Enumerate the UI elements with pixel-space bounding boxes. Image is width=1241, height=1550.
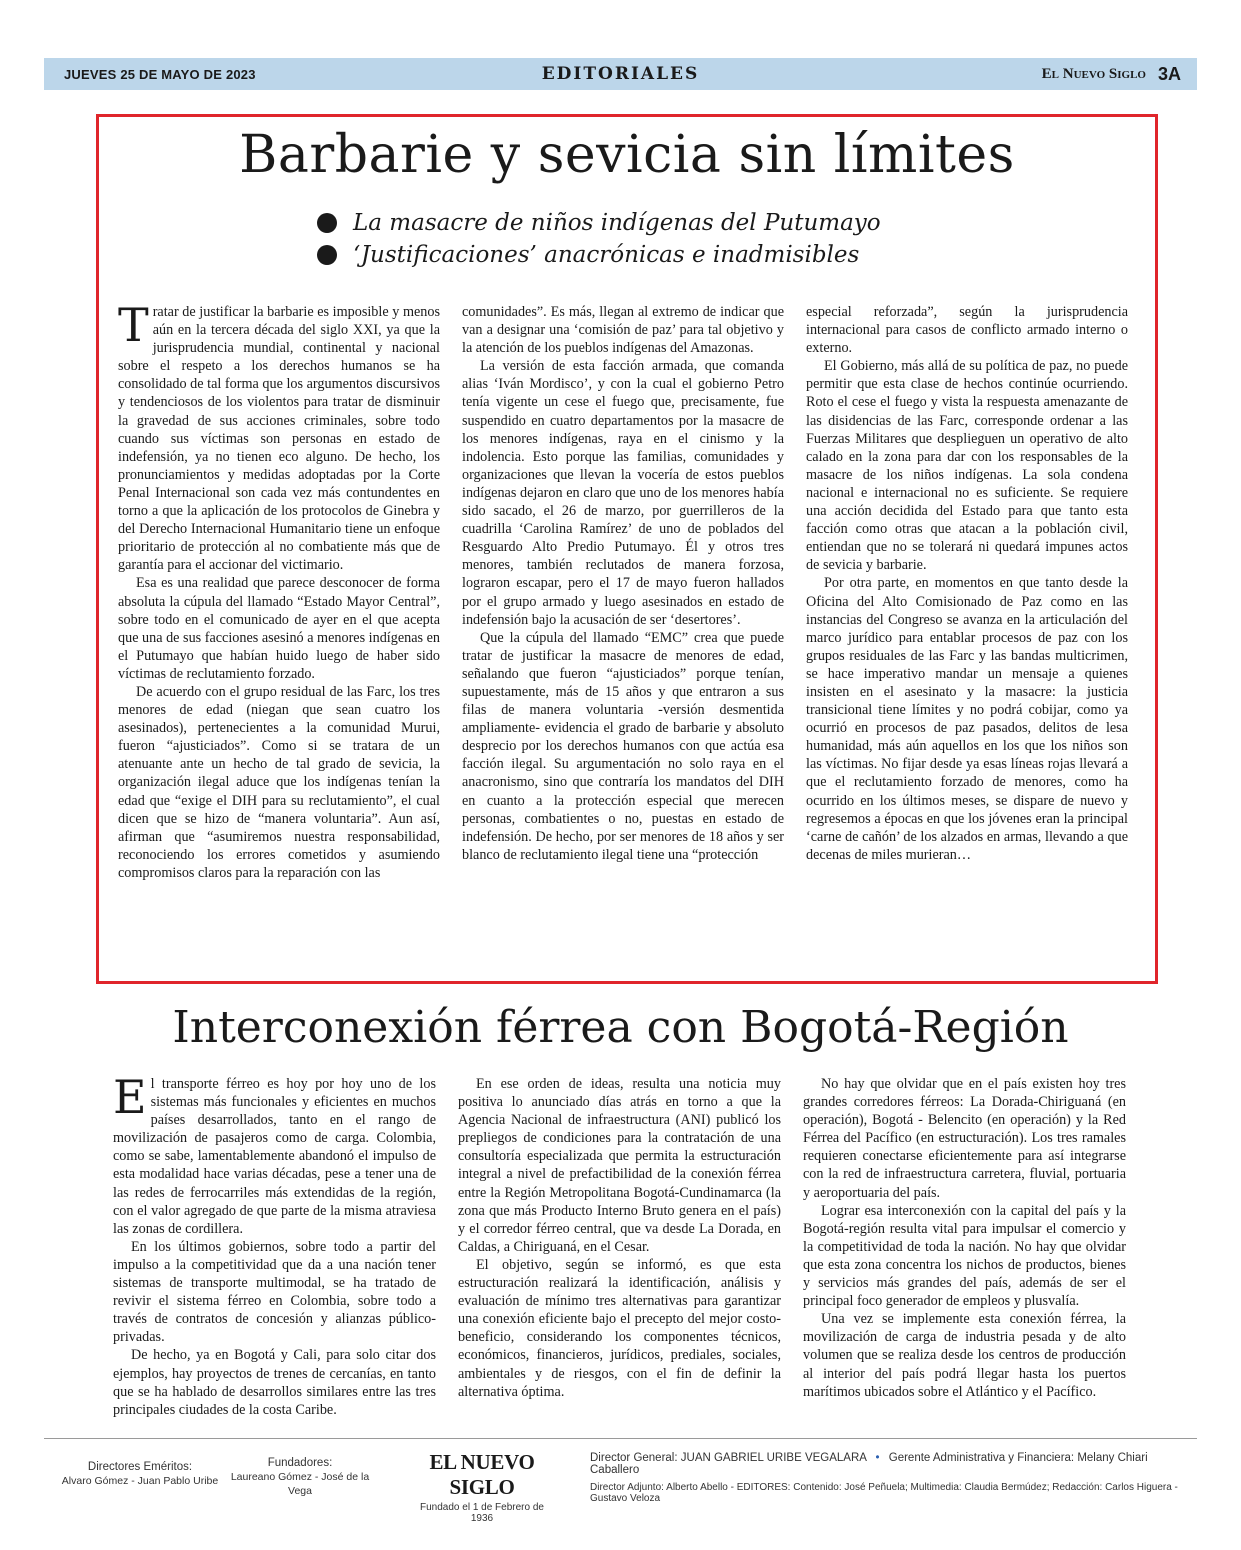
editorial-second-title: Interconexión férrea con Bogotá-Región: [172, 1002, 1069, 1053]
fundadores-names: Laureano Gómez - José de la Vega: [230, 1471, 370, 1497]
masthead-footer: [0, 1448, 1241, 1524]
page-number: 3A: [1157, 63, 1181, 84]
header-section: EDITORIALES: [541, 64, 700, 84]
column-2: [458, 1075, 781, 1419]
page-header: [44, 58, 1197, 90]
header-date: JUEVES 25 DE MAYO DE 2023: [64, 66, 256, 82]
separator-dot-icon: •: [875, 1452, 880, 1464]
column-1: [113, 1070, 436, 1419]
editorial-main-subheads: [317, 207, 881, 271]
editorial-main-body: [118, 298, 1128, 882]
gerente-name: Melany Chiari Caballero: [590, 1452, 1148, 1476]
subhead-text: ‘Justificaciones’ anacrónicas e inadmisibles: [353, 242, 860, 268]
column-1: [118, 298, 440, 882]
staff-line-2: Director Adjunto: Alberto Abello - EDITORES: Contenido: José Peñuela; Multimedia: Claudia Bermúdez; Redacción: Carlos Higuera - Gustavo Veloza: [590, 1482, 1178, 1504]
footer-logo: [412, 1450, 552, 1524]
director-general-label: Director General:: [590, 1452, 678, 1464]
drop-cap: E: [113, 1070, 147, 1124]
paragraph: Lograr esa interconexión con la capital del país y la Bogotá-región resulta vital para impulsar el comercio y la competitividad de toda la nación. No hay que olvidar que esta zona concentra los nichos de productos, bienes y servicios más grandes del país, además de ser el principal foco generador de empleos y plusvalía.: [803, 1202, 1126, 1310]
directores-block: [60, 1460, 220, 1488]
editorial-second-body: [113, 1070, 1126, 1419]
gerente-label: Gerente Administrativa y Financiera:: [888, 1452, 1075, 1464]
logo-text: EL NUEVO SIGLO: [429, 1450, 535, 1499]
staff-credits: [590, 1452, 1190, 1504]
column-2: [462, 303, 784, 882]
paragraph: Por otra parte, en momentos en que tanto desde la Oficina del Alto Comisionado de Paz como en las instancias del Congreso se avanza en la articulación del marco jurídico para entablar procesos de paz con los grupos residuales de las Farc y las bandas multicrimen, se hace imperativo mandar un mensaje a quienes insisten en el asesinato y la masacre: la justicia transicional tiene límites y no podrá cobijar, como ya ocurrió en procesos de paz pasados, delitos de lesa humanidad, más aún aquellos en los que los niños son las víctimas. No fijar desde ya esas líneas rojas llevará a que el reclutamiento forzado de menores, como ha ocurrido en los últimos meses, se dispare de nuevo y regresemos a épocas en que los jóvenes eran la principal ‘carne de cañón’ de los alzados en armas, llevando a que decenas de miles murieran…: [806, 575, 1128, 863]
staff-line-1: [590, 1452, 1190, 1476]
fundadores-title: Fundadores:: [267, 1457, 333, 1469]
fundadores-block: [220, 1456, 380, 1498]
editorial-main-title: Barbarie y sevicia sin límites: [239, 125, 1015, 185]
drop-cap: T: [118, 298, 149, 352]
founded-date: Fundado el 1 de Febrero de 1936: [420, 1502, 544, 1524]
header-right: [1042, 64, 1181, 85]
column-3: [803, 1075, 1126, 1419]
editorial-main: [96, 114, 1158, 984]
bullet-icon: [317, 213, 337, 233]
paragraph: El objetivo, según se informó, es que esta estructuración realizará la identificación, análisis y evaluación de mínimo tres alternativas para garantizar una conexión eficiente bajo el precepto del mejor costo- beneficio, considerando los componentes técnicos, económicos, financieros, jurídicos, prediales, sociales, ambientales y de riesgos, con el fin de definir la alternativa óptima.: [458, 1256, 781, 1400]
paragraph: [113, 1070, 436, 1238]
paragraph: Que la cúpula del llamado “EMC” crea que puede tratar de justificar la masacre de menores de edad, señalando que fueron “ajusticiados” porque tenían, supuestamente, más de 15 años y que entraron a sus filas de manera voluntaria -versión desmentida ampliamente- evidencia el grado de barbarie y absoluto desprecio por los derechos humanos con que actúa esa facción ilegal. Su argumentación no solo raya en el anacronismo, sino que contraría los mandatos del DIH en cuanto a la protección especial que merecen personas, combatientes o no, puestas en estado de indefensión. De hecho, por ser menores de 18 años y ser blanco de reclutamiento ilegal tiene una “protección: [462, 629, 784, 863]
directores-names: Alvaro Gómez - Juan Pablo Uribe: [61, 1475, 219, 1487]
director-general-name: JUAN GABRIEL URIBE VEGALARA: [680, 1452, 867, 1464]
paragraph: En los últimos gobiernos, sobre todo a partir del impulso a la competitividad que da a una nación tener sistemas de transporte multimodal, se ha tratado de revivir el sistema férreo en Colombia, sobre todo a través de contratos de concesión y alianzas público- privadas.: [113, 1238, 436, 1346]
paragraph: especial reforzada”, según la jurisprudencia internacional para casos de conflicto armado interno o externo.: [806, 304, 1128, 357]
subhead-1: [317, 207, 881, 239]
paragraph: No hay que olvidar que en el país existen hoy tres grandes corredores férreos: La Dorada-Chiriguaná (en operación), Bogotá - Belencito (en operación) y la Red Férrea del Pacífico (en estructuración). Los tres ramales requieren conectarse eficientemente para así integrarse con la red de infraestructura carretera, fluvial, portuaria y aeroportuaria del país.: [803, 1076, 1126, 1201]
paragraph-text: ratar de justificar la barbarie es imposible y menos aún en la tercera década del siglo XXI, ya que la jurisprudencia mundial, continental y nacional sobre el respeto a los derechos humanos se ha consolidado de tal forma que los argumentos discursivos y tendenciosos de los violentos para tratar de disminuir la gravedad de sus acciones criminales, sobre todo cuando sus víctimas son personas en estado de indefensión, ya no tienen eco alguno. De hecho, los pronunciamientos y medidas adoptadas por la Corte Penal Internacional son cada vez más contundentes en torno a que la aplicación de los protocolos de Ginebra y del Derecho Internacional Humanitario tiene un enfoque prioritario de protección al no combatiente más que de garantía para el accionar del victimario.: [118, 304, 440, 574]
column-3: [806, 303, 1128, 882]
paragraph: De hecho, ya en Bogotá y Cali, para solo citar dos ejemplos, hay proyectos de trenes de cercanías, en tanto que se ha hablado de desarrollos similares entre las tres principales ciudades de la costa Caribe.: [113, 1347, 436, 1418]
subhead-2: [317, 239, 881, 271]
footer-divider: [44, 1438, 1197, 1439]
paragraph: Esa es una realidad que parece desconocer de forma absoluta la cúpula del llamado “Estado Mayor Central”, sobre todo en el comunicado de ayer en el que acepta que una de sus facciones asesinó a menores indígenas en el Putumayo que habían huido luego de haber sido víctimas de reclutamiento forzado.: [118, 575, 440, 682]
paragraph: De acuerdo con el grupo residual de las Farc, los tres menores de edad (niegan que sean cuatro los asesinados), pertenecientes a la comunidad Murui, fueron “ajusticiados”. Como si se tratara de un atenuante ante un hecho de tal grado de sevicia, la organización ilegal aduce que los indígenas tenían la edad que “exige el DIH para su reclutamiento”, el cual dicen que se hizo de “manera voluntaria”. Aun así, afirman que “asumiremos nuestra responsabilidad, reconociendo los errores cometidos y asumiendo compromisos claros para la reparación con las: [118, 683, 440, 881]
header-brand: El Nuevo Siglo: [1041, 65, 1146, 82]
paragraph: La versión de esta facción armada, que comanda alias ‘Iván Mordisco’, y con la cual el gobierno Petro tenía vigente un cese el fuego que, precisamente, fue suspendido en cuatro departamentos por la masacre de los menores indígenas, raya en el cinismo y la indolencia. Esto porque las familias, comunidades y organizaciones que llevan la vocería de estos pueblos indígenas dejaron en claro que uno de los menores había sido sacado, el 26 de marzo, por guerrilleros de la cuadrilla ‘Carolina Ramírez’ de uno de poblados del Resguardo Alto Predio Putumayo. Él y otros tres menores, también reclutados de manera forzosa, lograron escapar, pero el 17 de mayo fueron hallados por el grupo armado y luego asesinados en estado de indefensión bajo la acusación de ser ‘desertores’.: [462, 358, 784, 628]
paragraph: [118, 298, 440, 574]
bullet-icon: [317, 245, 337, 265]
paragraph: En ese orden de ideas, resulta una noticia muy positiva lo anunciado días atrás en torno a que la Agencia Nacional de infraestructura (ANI) publicó los prepliegos de condiciones para la contratación de una consultoría especializada que permita la estructuración integral a nivel de prefactibilidad de la conexión férrea entre la Región Metropolitana Bogotá-Cundinamarca (la zona que más Producto Interno Bruto genera en el país) y el corredor férreo central, que va desde La Dorada, en Caldas, a Chiriguaná, en el Cesar.: [458, 1076, 781, 1255]
paragraph: El Gobierno, más allá de su política de paz, no puede permitir que esta clase de hechos continúe ocurriendo. Roto el cese el fuego y vista la respuesta amenazante de las disidencias de las Farc, corresponde ordenar a las Fuerzas Militares que desplieguen un operativo de alto calado en la zona para dar con los responsables de la masacre de los niños indígenas. La sola condena nacional e internacional no es suficiente. Se requiere una acción decidida del Estado para que tanto esta facción como otras que atacan a la población civil, entiendan que no se tolerará ni quedará impunes actos de sevicia y barbarie.: [806, 358, 1128, 574]
directores-title: Directores Eméritos:: [87, 1461, 193, 1473]
paragraph: Una vez se implemente esta conexión férrea, la movilización de carga de industria pesada y de alto volumen que se realiza desde los centros de producción al interior del país podrá llegar hasta los puertos marítimos ubicados sobre el Atlántico y el Pacífico.: [803, 1311, 1126, 1400]
paragraph-text: l transporte férreo es hoy por hoy uno de los sistemas más funcionales y eficientes en muchos países desarrollados, tanto en el rango de movilización de pasajeros como de carga. Colombia, como se sabe, lamentablemente abandonó el impulso de esta modalidad hace varias décadas, pese a tener una de las redes de ferrocarriles más extendidas de la región, con el valor agregado de que parte de la misma atraviesa las zonas de cordillera.: [113, 1076, 436, 1237]
paragraph: comunidades”. Es más, llegan al extremo de indicar que van a designar una ‘comisión de paz’ para tal objetivo y la atención de los pueblos indígenas del Amazonas.: [462, 304, 784, 357]
subhead-text: La masacre de niños indígenas del Putumayo: [353, 210, 881, 236]
